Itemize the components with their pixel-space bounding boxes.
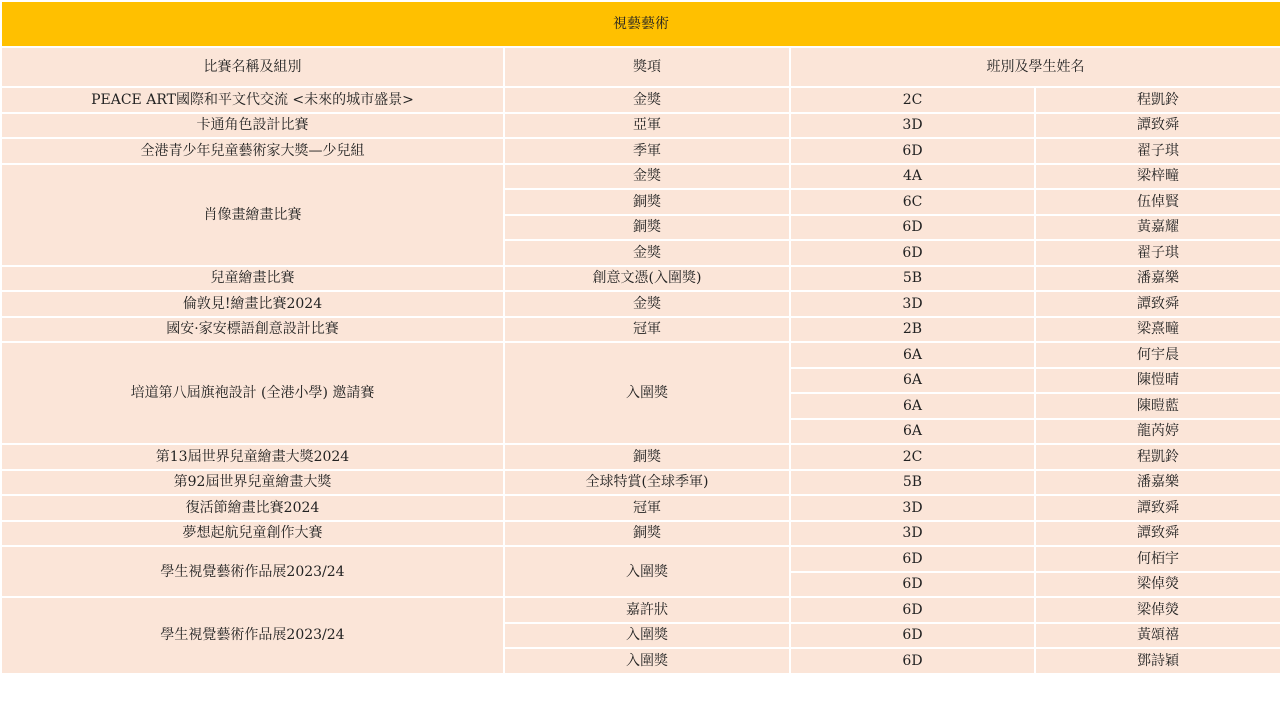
student-cell: 譚致舜 [1035,495,1280,521]
award-cell: 冠軍 [504,317,790,343]
competition-cell: 復活節繪畫比賽2024 [1,495,504,521]
header-class-student: 班別及學生姓名 [790,47,1280,87]
title-row [1,1,1280,47]
student-cell: 譚致舜 [1035,521,1280,547]
class-cell: 6D [790,240,1035,266]
table-row [1,597,1280,623]
class-cell: 3D [790,521,1035,547]
class-cell: 2C [790,87,1035,113]
student-cell: 潘嘉樂 [1035,470,1280,496]
competition-cell: 肖像畫繪畫比賽 [1,164,504,266]
student-cell: 何宇晨 [1035,342,1280,368]
table-row [1,113,1280,139]
table-row [1,521,1280,547]
competition-cell: 卡通角色設計比賽 [1,113,504,139]
class-cell: 6A [790,368,1035,394]
competition-cell: PEACE ART國際和平文代交流 <未來的城市盛景> [1,87,504,113]
award-cell: 銅獎 [504,189,790,215]
class-cell: 5B [790,470,1035,496]
student-cell: 潘嘉樂 [1035,266,1280,292]
table-row [1,266,1280,292]
award-cell: 金獎 [504,291,790,317]
table-row [1,342,1280,368]
student-cell: 翟子琪 [1035,240,1280,266]
class-cell: 6D [790,597,1035,623]
competition-cell: 培道第八屆旗袍設計 (全港小學) 邀請賽 [1,342,504,444]
class-cell: 3D [790,495,1035,521]
table-row [1,291,1280,317]
award-cell: 亞軍 [504,113,790,139]
student-cell: 譚致舜 [1035,291,1280,317]
award-cell: 銅獎 [504,215,790,241]
award-cell: 創意文憑(入圍獎) [504,266,790,292]
award-cell: 入圍獎 [504,648,790,674]
student-cell: 黃嘉耀 [1035,215,1280,241]
student-cell: 陳暟藍 [1035,393,1280,419]
award-cell: 全球特賞(全球季軍) [504,470,790,496]
student-cell: 譚致舜 [1035,113,1280,139]
competition-cell: 倫敦見!繪畫比賽2024 [1,291,504,317]
class-cell: 6D [790,572,1035,598]
student-cell: 龍芮婷 [1035,419,1280,445]
competition-cell: 第13屆世界兒童繪畫大獎2024 [1,444,504,470]
header-award: 獎項 [504,47,790,87]
competition-cell: 全港青少年兒童藝術家大獎—少兒組 [1,138,504,164]
table-row [1,495,1280,521]
award-cell: 金獎 [504,164,790,190]
award-cell: 嘉許狀 [504,597,790,623]
class-cell: 2C [790,444,1035,470]
competition-cell: 夢想起航兒童創作大賽 [1,521,504,547]
class-cell: 6A [790,419,1035,445]
competition-cell: 第92屆世界兒童繪畫大獎 [1,470,504,496]
student-cell: 黃頌禧 [1035,623,1280,649]
award-cell: 銅獎 [504,444,790,470]
table-row [1,87,1280,113]
award-cell: 季軍 [504,138,790,164]
class-cell: 3D [790,113,1035,139]
class-cell: 6D [790,138,1035,164]
competition-cell: 學生視覺藝術作品展2023/24 [1,597,504,674]
table-row [1,470,1280,496]
class-cell: 6C [790,189,1035,215]
award-cell: 入圍獎 [504,546,790,597]
award-cell: 金獎 [504,87,790,113]
competition-cell: 兒童繪畫比賽 [1,266,504,292]
class-cell: 4A [790,164,1035,190]
student-cell: 鄧詩穎 [1035,648,1280,674]
class-cell: 6A [790,393,1035,419]
class-cell: 6D [790,546,1035,572]
award-cell: 入圍獎 [504,342,790,444]
table-row [1,317,1280,343]
student-cell: 翟子琪 [1035,138,1280,164]
award-cell: 冠軍 [504,495,790,521]
header-competition: 比賽名稱及組別 [1,47,504,87]
student-cell: 梁熹疃 [1035,317,1280,343]
student-cell: 梁梓疃 [1035,164,1280,190]
student-cell: 程凱鈴 [1035,87,1280,113]
award-cell: 銅獎 [504,521,790,547]
student-cell: 伍倬賢 [1035,189,1280,215]
class-cell: 6A [790,342,1035,368]
class-cell: 6D [790,648,1035,674]
student-cell: 梁倬熒 [1035,597,1280,623]
class-cell: 5B [790,266,1035,292]
competition-cell: 學生視覺藝術作品展2023/24 [1,546,504,597]
class-cell: 6D [790,215,1035,241]
table-row [1,444,1280,470]
student-cell: 何栢宇 [1035,546,1280,572]
class-cell: 3D [790,291,1035,317]
student-cell: 陳愷晴 [1035,368,1280,394]
header-row [1,47,1280,87]
award-cell: 入圍獎 [504,623,790,649]
table-title: 視藝藝術 [1,1,1280,47]
table-row [1,138,1280,164]
student-cell: 梁倬熒 [1035,572,1280,598]
competition-cell: 國安·家安標語創意設計比賽 [1,317,504,343]
table-row [1,164,1280,190]
table-row [1,546,1280,572]
class-cell: 6D [790,623,1035,649]
award-cell: 金獎 [504,240,790,266]
student-cell: 程凱鈴 [1035,444,1280,470]
class-cell: 2B [790,317,1035,343]
